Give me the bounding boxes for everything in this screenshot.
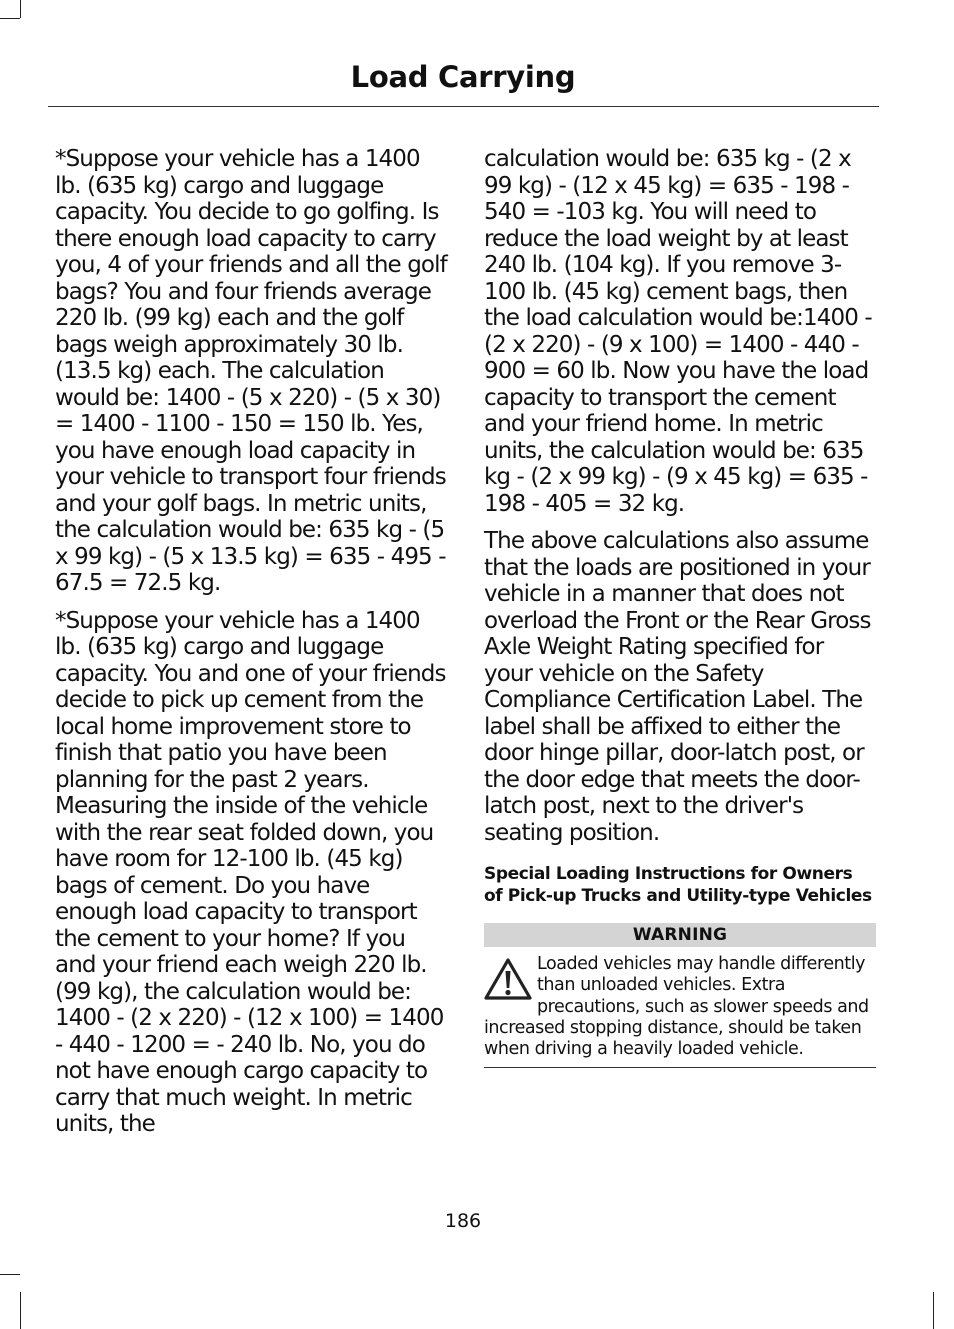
crop-mark — [20, 0, 21, 18]
paragraph: *Suppose your vehicle has a 1400 lb. (635 kg) cargo and luggage capacity. You and one of your friends decide to pick up cement from the local home improvement store to finish that patio you have been planning for the past 2 years. Measuring the inside of the vehicle with the rear seat folded down, you have room for 12-100 lb. (45 kg) bags of cement. Do you have enough load capacity to transport the cement to your home? If you and your friend each weigh 220 lb. (99 kg), the calculation would be: 1400 - (2 x 220) - (12 x 100) = 1400 - 440 - 1200 = - 240 lb. No, you do not have enough cargo capacity to carry that much weight. In metric units, the — [55, 607, 446, 1137]
crop-mark — [20, 1292, 21, 1329]
section-heading: Special Loading Instructions for Owners of Pick-up Trucks and Utility-type Vehicles — [484, 864, 872, 906]
warning-box — [484, 923, 876, 1068]
right-column — [484, 146, 876, 1068]
page-number: 186 — [444, 1210, 482, 1232]
header-divider — [48, 106, 879, 107]
crop-mark — [0, 1274, 20, 1275]
page-title: Load Carrying — [350, 60, 576, 94]
paragraph: *Suppose your vehicle has a 1400 lb. (635 kg) cargo and luggage capacity. You decide to go golfing. Is there enough load capacity to carry you, 4 of your friends and all the golf bags? You and four friends average 220 lb. (99 kg) each and the golf bags weigh approximately 30 lb. (13.5 kg) each. The calculation would be: 1400 - (5 x 220) - (5 x 30) = 1400 - 1100 - 150 = 150 lb. Yes, you have enough load capacity in your vehicle to transport four friends and your golf bags. In metric units, the calculation would be: 635 kg - (5 x 99 kg) - (5 x 13.5 kg) = 635 - 495 - 67.5 = 72.5 kg. — [55, 146, 447, 596]
paragraph: The above calculations also assume that the loads are positioned in your vehicle in a manner that does not overload the Front or the Rear Gross Axle Weight Rating specified for your vehicle on the Safety Compliance Certification Label. The label shall be affixed to either the door hinge pillar, door-latch post, or the door edge that meets the door-latch post, next to the driver's seating position. — [484, 528, 871, 846]
left-column — [55, 146, 450, 1149]
warning-triangle-icon — [483, 957, 533, 1001]
crop-mark — [933, 1292, 934, 1329]
paragraph: calculation would be: 635 kg - (2 x 99 kg) - (12 x 45 kg) = 635 - 198 - 540 = -103 kg. You will need to reduce the load weight by at least 240 lb. (104 kg). If you remove 3-100 lb. (45 kg) cement bags, then the load calculation would be:1400 - (2 x 220) - (9 x 100) = 1400 - 440 - 900 = 60 lb. Now you have the load capacity to transport the cement and your friend home. In metric units, the calculation would be: 635 kg - (2 x 99 kg) - (9 x 45 kg) = 635 - 198 - 405 = 32 kg. — [484, 146, 872, 517]
crop-mark — [0, 18, 20, 19]
warning-text: Loaded vehicles may handle differently than unloaded vehicles. Extra precautions, such as slower speeds and increased stopping distance, should be taken when driving a heavily loaded vehicle. — [484, 954, 869, 1060]
warning-body — [484, 954, 876, 1068]
warning-label: WARNING — [484, 923, 876, 947]
